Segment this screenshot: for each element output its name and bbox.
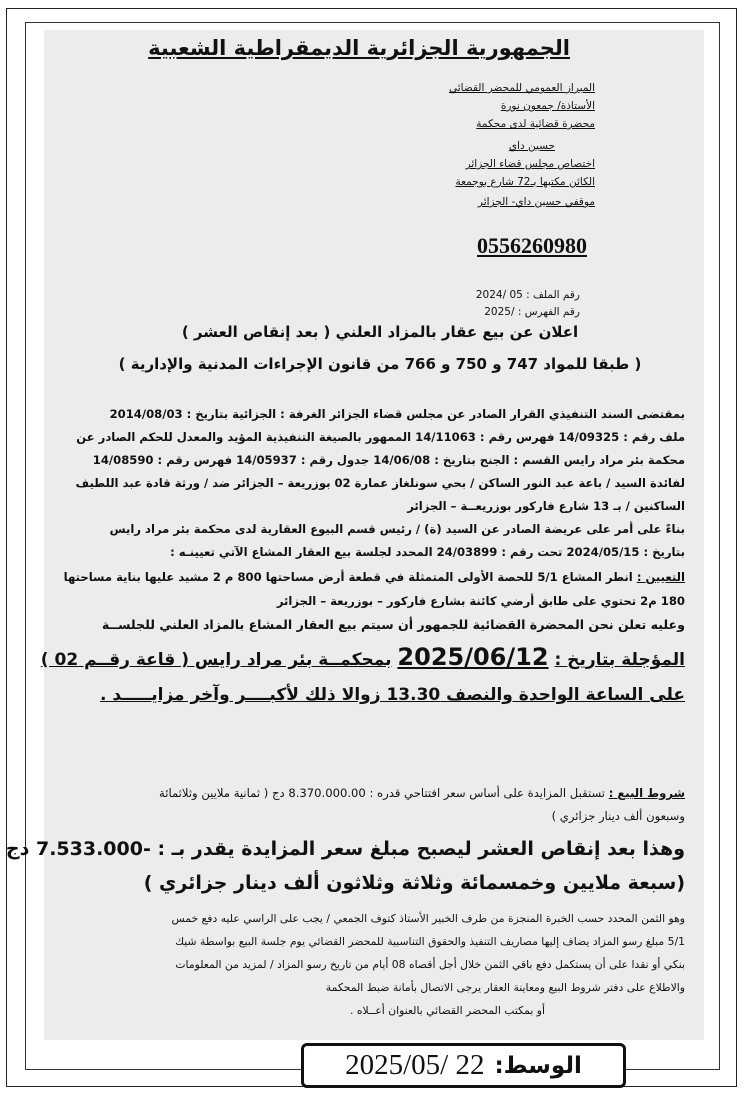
index-number: رقم الفهرس : /2025 — [484, 306, 580, 318]
body-line: بناءً على أمر على عريضة الصادر عن السيد (ة) / رئيس قسم البيوع العقارية لدى محكمة بئر مراد رايس — [109, 522, 685, 536]
conditions-detail: أو بمكتب المحضر القضائي بالعنوان أعــلاه . — [350, 1004, 545, 1017]
phone-number: 0556260980 — [477, 233, 587, 258]
session-prefix: المؤجلة بتاريخ : — [554, 650, 685, 670]
session-time: على الساعة الواحدة والنصف 13.30 زوالا ذلك لأكبــــر وآخر مزايـــــد . — [100, 685, 685, 705]
publication-stamp — [301, 1043, 626, 1088]
conditions-label: شروط البيع : — [608, 786, 685, 800]
reduced-price: وهذا بعد إنقاص العشر ليصبح مبلغ سعر المزايدة يقدر بـ : -7.533.000 دج — [5, 838, 685, 860]
conditions-detail: 5/1 مبلغ رسو المزاد يضاف إليها مصاريف التنفيذ والحقوق التناسبية للمحضر القضائي يوم جلسة البيع بواسطة شيك — [175, 935, 685, 948]
session-place: بمحكمــة بئر مراد رايس ( قاعة رقــم 02 ) — [40, 650, 392, 670]
session-date-line — [41, 643, 685, 671]
legal-basis: ( طبقا للمواد 747 و 750 و 766 من قانون الإجراءات المدنية والإدارية ) — [118, 355, 642, 373]
conditions-detail: وهو الثمن المحدد حسب الخبرة المنجزة من طرف الخبير الأستاذ كتوف الجمعي / يجب على الراسي عليه دفع خمس — [171, 912, 685, 925]
conditions-detail: بنكي أو نقدا على أن يستكمل دفع باقي الثمن خلال أجل أقصاه 08 أيام من تاريخ رسو المزاد / لمزيد من المعلومات — [175, 958, 685, 971]
notice-subject: اعلان عن بيع عقار بالمزاد العلني ( بعد إنقاص العشر ) — [181, 323, 579, 341]
bailiff-line: اختصاص مجلس قضاء الجزائر — [465, 158, 595, 170]
republic-title: الجمهورية الجزائرية الديمقراطية الشعبية — [148, 36, 570, 60]
designation-line: 180 م2 تحتوي على طابق أرضي كائنة بشارع فاركور – بوزريعة – الجزائر — [276, 594, 685, 608]
designation-text: انطر المشاع 5/1 للحصة الأولى المتمثلة في قطعة أرض مساحتها 800 م 2 مشيد عليها بناية مساحتها — [63, 570, 633, 584]
conditions-line — [159, 786, 685, 800]
bailiff-line: المبراز العمومي للمحضر القضائي — [448, 82, 595, 94]
session-date: 2025/06/12 — [397, 643, 549, 671]
newspaper-name: الوسط: — [494, 1052, 582, 1079]
body-line: الساكنين / بـ 13 شارع فاركور بوزريعــة – الجزائر — [407, 499, 685, 513]
conditions-detail: والاطلاع على دفتر شروط البيع ومعاينة العقار يرجى الاتصال بأمانة ضبط المحكمة — [325, 981, 685, 994]
file-number: رقم الملف : 05 /2024 — [475, 289, 580, 301]
designation-line — [64, 570, 685, 584]
conditions-text: تستقبل المزايدة على أساس سعر افتتاحي قدره : 8.370.000.00 دج ( ثمانية ملايين وثلاثمائة — [159, 786, 606, 800]
bailiff-line: الأستاذة/ جمعون نورة — [500, 100, 595, 112]
bailiff-line: محضرة قضائية لدى محكمة — [476, 118, 595, 130]
body-line: ملف رقم : 14/09325 فهرس رقم : 14/11063 الممهور بالصيغة التنفيذية المؤيد والمعدل للحكم الصادر عن — [76, 430, 685, 444]
body-line: لفائدة السيد / باعة عبد النور الساكن / بحي سونلغاز عمارة 02 بوزريعة – الجزائر ضد / ورثة قادة عبد اللطيف — [75, 476, 685, 490]
reduced-price-words: (سبعة ملايين وخمسمائة وثلاثة وثلاثون ألف دينار جزائري ) — [143, 872, 685, 894]
announce-line: وعليه تعلن نحن المحضرة القضائية للجمهور أن سيتم بيع العقار المشاع بالمزاد العلني للجلســة — [101, 617, 685, 632]
bailiff-line: الكائن مكتبها بـ72 شارع بوجمعة — [455, 176, 595, 188]
bailiff-line: حسين داي — [508, 140, 555, 152]
body-line: بتاريخ : 2024/05/15 تحت رقم : 24/03899 المحدد لجلسة بيع العقار المشاع الآتي تعيينـه : — [170, 545, 685, 559]
bailiff-line: موقفي حسين داي- الجزائر — [477, 196, 595, 208]
body-line: بمقتضى السند التنفيذي القرار الصادر عن مجلس قضاء الجزائر الغرفة : الجزائية بتاريخ : 2014/08/03 — [109, 407, 685, 421]
conditions-line: وسبعون ألف دينار جزائري ) — [551, 809, 685, 823]
body-line: محكمة بئر مراد رايس القسم : الجنح بتاريخ : 14/06/08 جدول رقم : 14/05937 فهرس رقم : 14/08590 — [92, 453, 685, 467]
publication-date: 2025/05/ 22 — [345, 1049, 485, 1081]
designation-label: التعيين : — [636, 570, 685, 584]
